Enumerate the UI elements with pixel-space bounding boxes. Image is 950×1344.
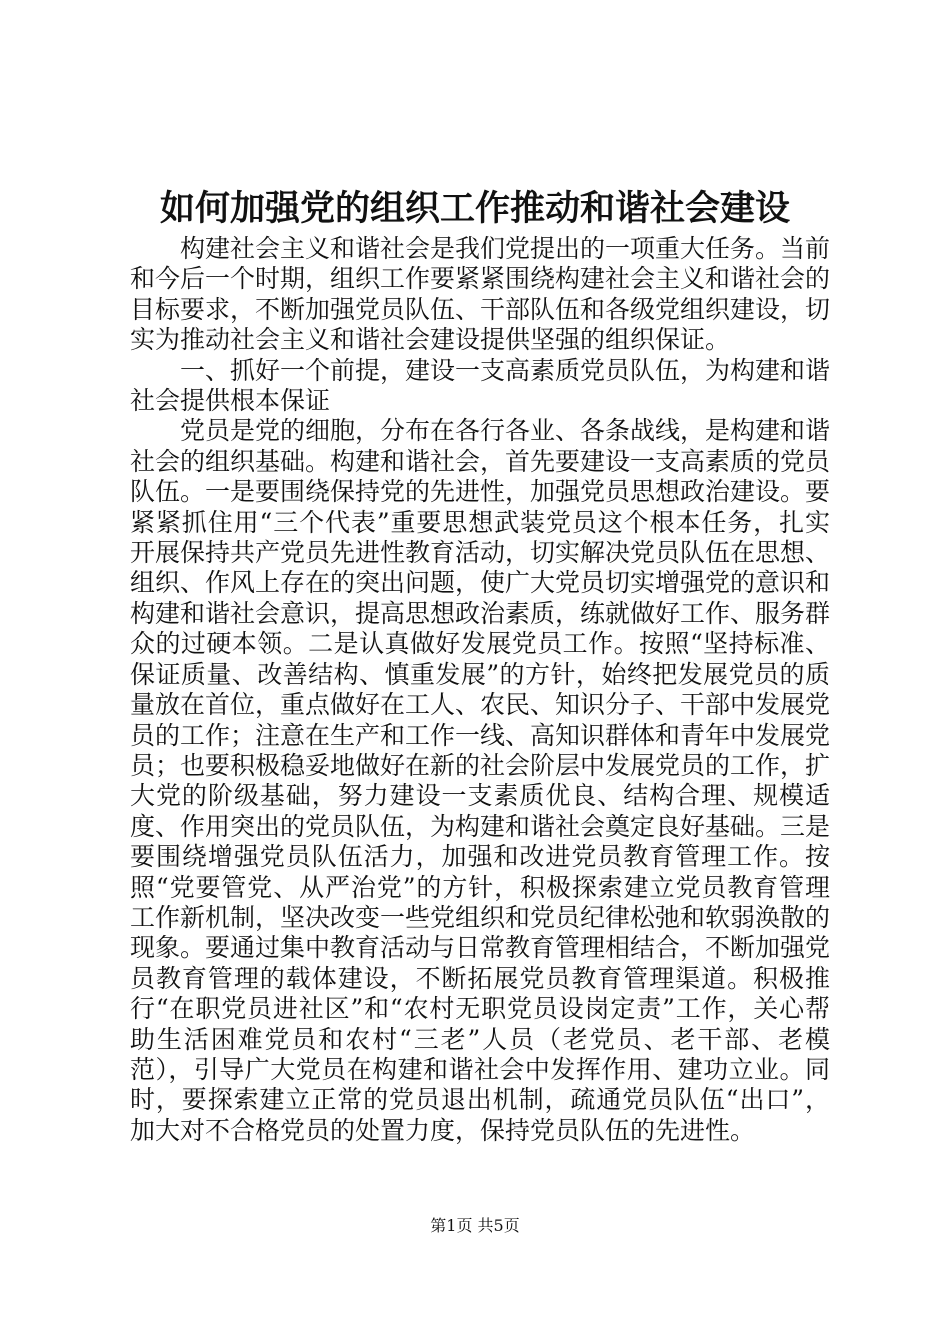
page-footer: 第1页 共5页 [430,1216,520,1235]
section-heading: 一、抓好一个前提，建设一支高素质党员队伍，为构建和谐社会提供根本保证 [130,355,831,416]
document-body [130,234,830,1146]
body-paragraph: 党员是党的细胞，分布在各行各业、各条战线，是构建和谐社会的组织基础。构建和谐社会，首先要建设一支高素质的党员队伍。一是要围绕保持党的先进性，加强党员思想政治建设。要紧紧抓住用“三个代表”重要思想武装党员这个根本任务，扎实开展保持共产党员先进性教育活动，切实解决党员队伍在思想、组织、作风上存在的突出问题，使广大党员切实增强党的意识和构建和谐社会意识，提高思想政治素质，练就做好工作、服务群众的过硬本领。二是认真做好发展党员工作。按照“坚持标准、保证质量、改善结构、慎重发展”的方针，始终把发展党员的质量放在首位，重点做好在工人、农民、知识分子、干部中发展党员的工作；注意在生产和工作一线、高知识群体和青年中发展党员；也要积极稳妥地做好在新的社会阶层中发展党员的工作，扩大党的阶级基础，努力建设一支素质优良、结构合理、规模适度、作用突出的党员队伍，为构建和谐社会奠定良好基础。三是要围绕增强党员队伍活力，加强和改进党员教育管理工作。按照“党要管党、从严治党”的方针，积极探索建立党员教育管理工作新机制，坚决改变一些党组织和党员纪律松弛和软弱涣散的现象。要通过集中教育活动与日常教育管理相结合，不断加强党员教育管理的载体建设，不断拓展党员教育管理渠道。积极推行“在职党员进社区”和“农村无职党员设岗定责”工作，关心帮助生活困难党员和农村“三老”人员（老党员、老干部、老模范），引导广大党员在构建和谐社会中发挥作用、建功立业。同时，要探索建立正常的党员退出机制，疏通党员队伍“出口”，加大对不合格党员的处置力度，保持党员队伍的先进性。 [130,416,831,1145]
document-title: 如何加强党的组织工作推动和谐社会建设 [159,189,790,229]
intro-paragraph: 构建社会主义和谐社会是我们党提出的一项重大任务。当前和今后一个时期，组织工作要紧紧围绕构建社会主义和谐社会的目标要求，不断加强党员队伍、干部队伍和各级党组织建设，切实为推动社会主义和谐社会建设提供坚强的组织保证。 [130,234,831,355]
